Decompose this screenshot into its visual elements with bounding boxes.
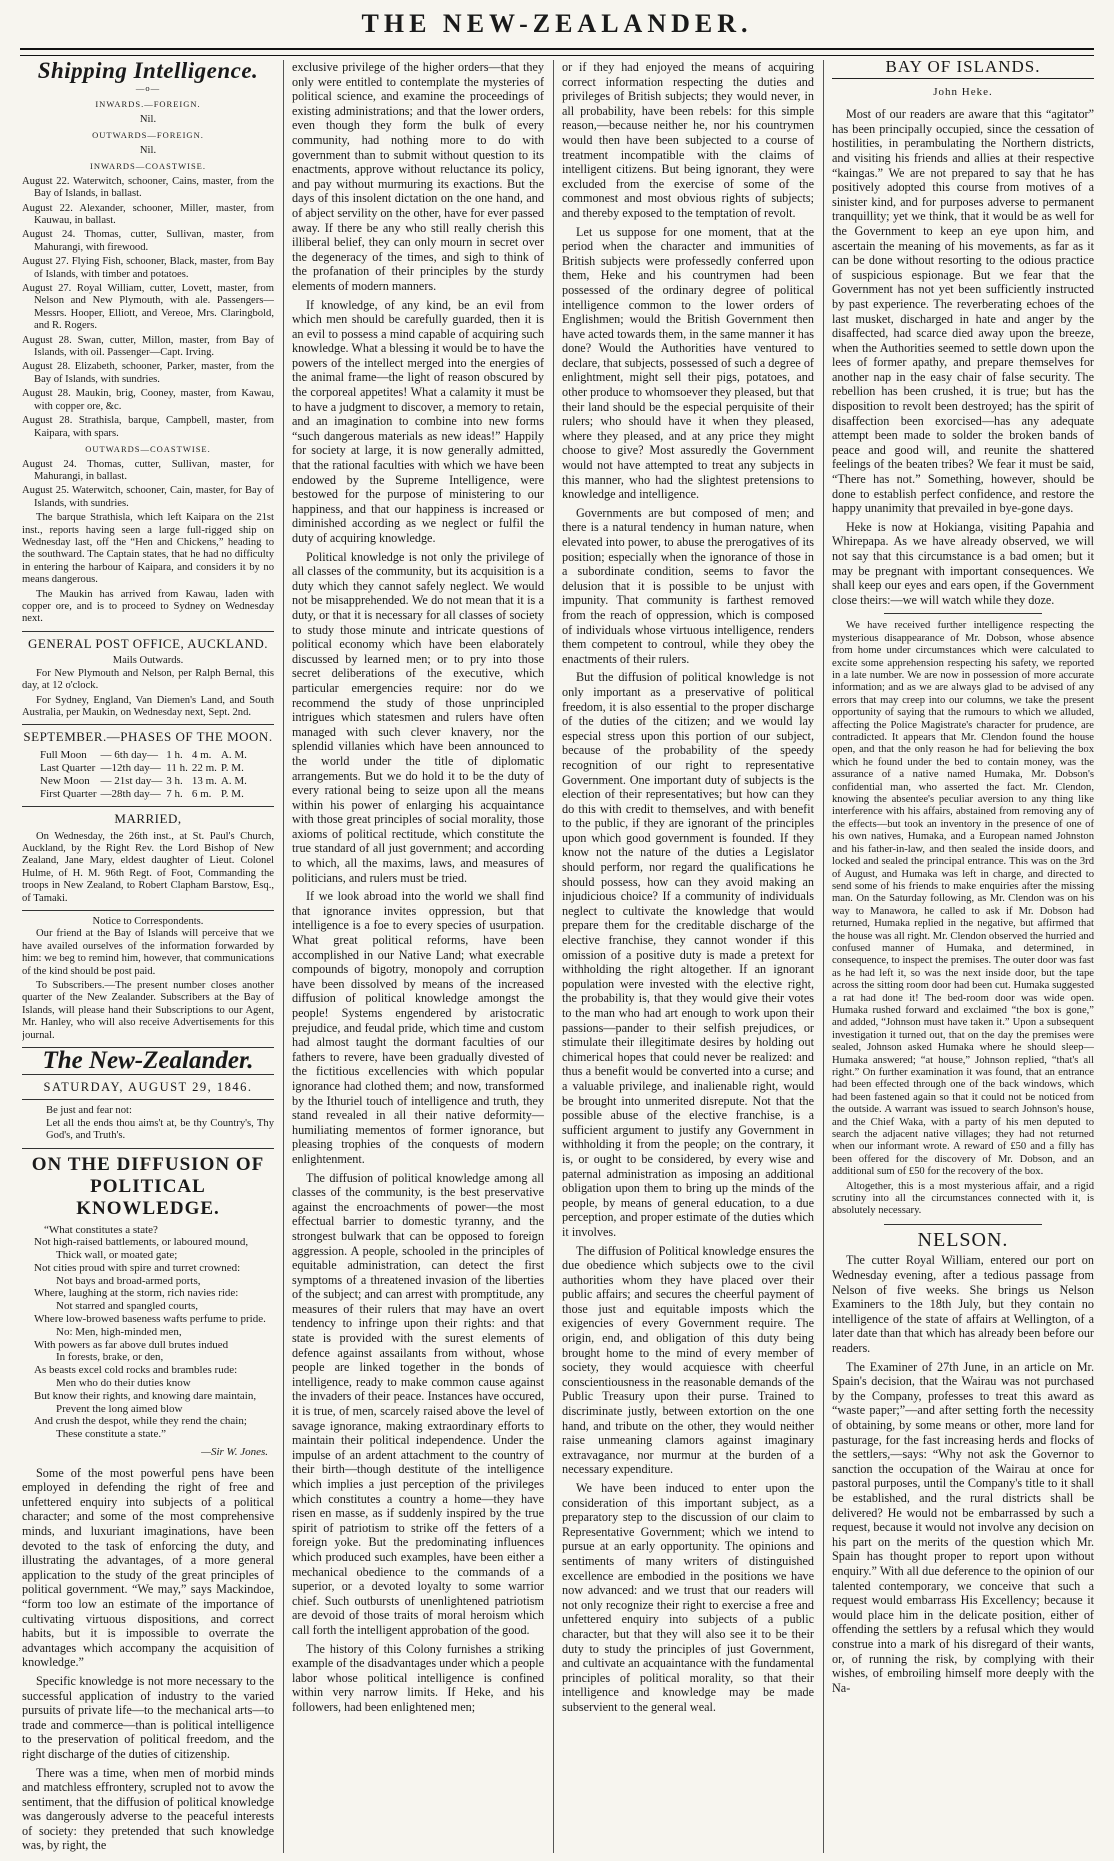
moon-phase-row: Last Quarter —12th day— 11 h. 22 m. P. M. [40,762,244,774]
moon-phase-row: New Moon — 21st day— 3 h. 13 m. A. M. [40,775,247,787]
column-divider [553,60,554,1853]
shipping-entry: August 24. Thomas, cutter, Sullivan, master, from Mahurangi, with firewood. [22,229,274,253]
article-paragraph: Let us suppose for one moment, that at the period when the character and immunities of British subjects were professedly conferred upon them, Heke and his countrymen had been possessed of the ordinary degree of political intelligence common to the lower orders of Englishmen; would the British Government then have acted towards them, in the same manner it has done? Would the Authorities have ventured to declare, that subjects, possessed of such a degree of enlightment, might sell their pigs, potatoes, and other produce to whomsoever they pleased, but that their land should be the especial perquisite of their rulers; who should have it when they pleased, where they pleased, and at any price they might choose to give? Most assuredly the Government would not have attempted to treat any subjects in this manner, who had the slightest pretensions to knowledge and intelligence. [562,224,814,502]
moon-phase-row: Full Moon — 6th day— 1 h. 4 m. A. M. [40,749,247,761]
article-paragraph: If we look abroad into the world we shall find that ignorance invites oppression, but that intelligence is a foe to every species of usurpation. What great political reforms, have been accomplished in our Native Land; what execrable compounds of bigotry, monopoly and corruption have been dissolved by means of the increased diffusion of political knowledge amongst the people! Systems engendered by aristocratic prejudice, and feudal pride, which time and custom had almost taught the dormant faculties of our fathers to revere, have been gradually divested of the fictitious excellencies with which popular ignorance had clothed them; and now, transformed by the Ithuriel touch of intelligence and truth, they stand revealed in all their native deformity—humiliating mementos of former ignorance, but pleasing trophies of the conquests of modern enlightenment. [292,889,544,1166]
subscriber-notice: To Subscribers.—The present number closes another quarter of the New Zealander. Subscribers at the Bay of Islands, will please hand their Subscriptions to our Agent, Mr. Hanley, who will also receive Advertisements for this journal. [22,980,274,1041]
masthead-title: THE NEW-ZEALANDER. [361,9,753,38]
inwards-coastwise-heading: INWARDS—COASTWISE. [90,161,206,172]
shipping-entry: August 28. Maukin, brig, Cooney, master, from Kawau, with copper ore, &c. [22,388,274,412]
shipping-entry: August 27. Flying Fish, schooner, Black, master, from Bay of Islands, with timber and potatoes. [22,256,274,280]
column-1 [22,60,274,1853]
column-4 [832,60,1094,1853]
column-divider [283,60,284,1853]
bay-of-islands-title: BAY OF ISLANDS. [832,60,1094,79]
shipping-title: Shipping Intelligence. [37,60,259,83]
shipping-entry: August 24. Thomas, cutter, Sullivan, master, for Mahurangi, in ballast. [22,458,274,482]
article-paragraph: The cutter Royal William, entered our port on Wednesday evening, after a tedious passage from Nelson of five weeks. She brings us Nelson Examiners to the 18th July, but they contain no intelligence of the state of affairs at Wellington, of a later date than that which has already been before our readers. [832,1253,1094,1356]
outwards-coastwise-list [22,459,274,626]
divider [22,910,274,911]
shipping-note: The Maukin has arrived from Kawau, laden with copper ore, and is to proceed to Sydney on Wednesday next. [22,588,274,625]
article-paragraph: Most of our readers are aware that this “agitator” has been principally occupied, since the cessation of hostilities, in perambulating the Northern districts, and visiting his friends and allies at their respective “kaingas.” We are not prepared to say that he has positively adopted this course from motives of a sinister kind, and for purposes adverse to permanent tranquillity; yet we think, that it would be as well for the Government to keep an eye upon him, and ascertain the meaning of his movements, as far as it can be done without resorting to the odious practice of suspicious espionage. But we fear that the Government has not yet been sufficiently instructed by past experience. The reverberating echoes of the last musket, discharged in hate and anger by the disaffected, had scarce died away upon the breeze, when the Authorities seemed to settle down upon the lees of former apathy, and prepare themselves for another nap in the easy chair of false security. The rebellion has been crushed, it is true; but has the disposition to revolt been destroyed; has the spirit of disaffection been exorcised—has any adequate attempt been made to solder the broken bands of peace and good will, and reunite the shattered feelings of the beaten tribes? We fear it must be said, “There has not.” Something, however, should be done to establish perfect confidence, and restore the happy unanimity that prevailed in bye-gone days. [832,107,1094,516]
column-divider [823,60,824,1853]
paper-title: The New-Zealander. [42,1047,254,1075]
article-paragraph: Specific knowledge is not more necessary to the successful application of industry to the varied pursuits of private life—to the mechanical arts—to trade and commerce—than is political intelligence to the preservation of political freedom, and the right discharge of the duties of citizenship. [22,1673,274,1761]
notice-title: Notice to Correspondents. [92,916,204,928]
column-2 [292,60,544,1853]
outwards-foreign-heading: OUTWARDS—FOREIGN. [92,130,204,141]
divider [22,806,274,807]
shipping-entry: August 25. Waterwitch, schooner, Cain, master, for Bay of Islands, with sundries. [22,485,274,509]
article-paragraph: We have been induced to enter upon the consideration of this important subject, as a preparatory step to the discussion of our claim to Representative Government; which we intend to pursue at an early opportunity. The opinions and sentiments of many writers of distinguished excellence are embodied in the positions we have now advanced: and we trust that our readers will not only recognize their right to exercise a free and unfettered enquiry into subjects of a public character, but that they will also see it to be their duty to study the principles of just Government, and cultivate an acquaintance with the fundamental principles of political morality, so that their intelligence and knowledge may be made subservient to the general weal. [562,1481,814,1714]
article-paragraph: Some of the most powerful pens have been employed in defending the right of free and unfettered enquiry into subjects of a political character; and some of the most comprehensive minds, and luxuriant imaginations, have been devoted to the task of enforcing the duty, and illustrating the advantages, of a more general application to the study of the great principles of political government. “We may,” says Mackindoe, “form too low an estimate of the importance of cultivating virtuous dispositions, and correct habits, but it is impossible to overrate the advantages which accompany the acquisition of knowledge.” [22,1465,274,1670]
dobson-report: We have received further intelligence respecting the mysterious disappearance of Mr. Dobson, whose absence from home under circumstances which were calculated to excite some apprehension respecting his safety, we reported in a late number. We are now in possession of more accurate information; and as we are always glad to be advised of any errors that may creep into our columns, we take the present opportunity of saying that the rumours to which we alluded, affecting the Police Magistrate's character for prudence, are contradicted. It appears that Mr. Clendon found the house open, and that the only reason he had for believing the box which he found under the bed to contain money, was the assurance of a native named Humaka, Mr. Dobson's confidential man, who asserted the fact. Mr. Clendon, knowing the absentee's peculiar aversion to any thing like interference with his affairs, abstained from removing any of the effects—but took an inventory in the presence of one of his own natives, Humaka, and a European named Johnston and his father-in-law, and then sealed the inside doors, and locked and sealed the principal entrance. This was on the 3rd of August, and Humaka was left in charge, and directed to send some of his friends to make enquiries after the missing man. On the Saturday following, as Mr. Clendon was on his way to Manawora, he called to ask if Mr. Dobson had returned, Humaka replied in the negative, but affirmed that the house was all right. Mr. Clendon observed the hurried and confused manner of Humaka, and determined, in consequence, to inspect the premises. The outer door was fast as he had left it, so was the next inside door, but the tape across the sitting room door had been cut. Humaka suggested a rat had done it! The bed-room door was wide open. Humaka rushed forward and exclaimed “the box is gone,” and added, “Johnson must have taken it.” Upon a subsequent investigation it turned out, that on the day the premises were sealed, Johnson asked Humaka where he should sleep—Humaka answered; “at house,” Johnson replied, “that's all right.” On further examination it was found, that an entrance had been effected through one of the back windows, which had been fastened again so that it could not be noticed from the outside. A warrant was issued to search Johnson's house, and the Chief Waka, with a party of his men deputed to search the adjacent native villages; they had not returned when our informant wrote. A reward of £50 and a filly has been offered for the discovery of Mr. Dobson, and an additional sum of £50 for the recovery of the box. [832,620,1094,1178]
article-subtitle: John Heke. [933,85,993,98]
shipping-entry: August 28. Strathisla, barque, Campbell, master, from Kaipara, with spars. [22,415,274,439]
divider [22,631,274,632]
married-title: MARRIED, [114,811,182,826]
inwards-foreign-heading: INWARDS.—FOREIGN. [95,99,201,110]
moon-phases-table [40,749,251,801]
post-office-title: GENERAL POST OFFICE, AUCKLAND. [28,635,268,651]
divider [22,724,274,725]
moon-phases-title: SEPTEMBER.—PHASES OF THE MOON. [23,729,273,745]
article-paragraph: But the diffusion of political knowledge is not only important as a preservative of political freedom, it is also essential to the proper discharge of the duties of the citizen; and we would lay especial stress upon this portion of our subject, because of the probability of the speedy recognition of our right to representative Government. One important duty of subjects is the election of their representatives; but how can they do this with credit to themselves, and with benefit to the public, if they are ignorant of the principles upon which good government is founded. If they know not the nature of the duties a Legislator should perform, nor regard the qualifications he should possess, how can they avoid making an injudicious choice? If a community of individuals neglect to cultivate the knowledge that would prepare them for the creditable discharge of the elective franchise, they cannot wonder if this omission of a positive duty is made a pretext for withholding the right altogether. If an ignorant population were invested with the elective right, the probability is, that they would give their votes to the man who had art enough to work upon their passions—pander to their selfish prejudices, or stimulate their illegitimate desires by holding out chimerical hopes that could never be realized: and thus a benefit would be converted into a curse; and a valuable privilege, and inalienable right, would be brought into unmerited disrepute. Not that the possible abuse of the elective franchise, is a sufficient argument to justify any Government in withholding it from the people; on the contrary, it is, or ought to be considered, by every wise and paternal administration as imposing an additional obligation upon them to bring up the minds of the people, by means of general education, to a due perception, and proper estimate of the duties which it involves. [562,670,814,1239]
nelson-title: NELSON. [917,1228,1009,1251]
article-paragraph: exclusive privilege of the higher orders—that they only were entitled to contemplate the mysteries of political science, and examine the proceedings of existing administrations; and that the lower orders, even though they form the bulk of every community, had nothing more to do with government than to submit without question to its enactments, approve without reluctance its policy, and pay without murmuring its exactions. But the days of this insolent dictation on the one hand, and of abject servility on the other, have for ever passed away. If there be any who still really cherish this illiberal belief, they can only mourn in secret over the degeneracy of the times, and sigh to think of the profanation of their principles by the sturdy elements of modern manners. [292,60,544,293]
masthead [20,4,1094,50]
article-paragraph: The diffusion of Political knowledge ensures the due obedience which subjects owe to the civil authorities whom they have placed over their public affairs; and secures the cheerful payment of those just and equitable imposts which the exigencies of every Government require. The origin, end, and obligation of this duty being brought home to the mind of every member of society, they would acquiesce with cheerful conscientiousness in the reasonable demands of the Public Treasury upon their purse. Trained to discriminate justly, between extortion on the one hand, and tribute on the other, they would neither raise unmeaning clamors against imaginary extravagance, nor murmur at the burden of a necessary expenditure. [562,1243,814,1477]
divider [22,1099,274,1100]
article-paragraph: Governments are but composed of men; and there is a natural tendency in human nature, when elevated into power, to abuse the prerogatives of its position; especially when the ignorance of those in a subordinate condition, seems to favor the delusion that it is possible to be unjust with impunity. That community is farthest removed from the reach of oppression, which is composed of individuals whose virtuous intelligence, renders them competent to controul, while they obey the enactments of their rulers. [562,505,814,666]
poem-attribution: —Sir W. Jones. [201,1446,268,1459]
divider [884,613,1041,614]
column-3 [562,60,814,1853]
article-paragraph: The diffusion of political knowledge among all classes of the community, is the best preservative against the encroachments of power—the most effectual barrier to domestic tyranny, and the strongest bulwark that can be opposed to foreign aggression. A people, schooled in the principles of equitable administration, can detect the first symptoms of a threatened invasion of the liberties of the subject; and can arrest with promptitude, any measures of their rulers that may have an overt tendency to infringe upon their rights: and that state is provided with the surest elements of defence against assailants from without, whose people are linked together in the bonds of intelligence, ready to make common cause against the invaders of their peace. Instances have occured, it is true, of men, scarcely raised above the level of savage ignorance, making extraordinary efforts to maintain their political independence. Under the impulse of an ardent attachment to the country of their birth—though destitute of the intelligence which implies a just perception of the privileges which constitutes a country a home—they have risen en masse, as if suddenly inspired by the true spirit of patriotism to strike off the fetters of a foreign yoke. But the predominating influences which produced such examples, have been either a mechanical obedience to the commands of a superior, or a devoted loyalty to some warrior chief. Such outbursts of unenlightened patriotism are devoid of those traits of moral heroism which call forth the intelligent approbation of the good. [292,1170,544,1637]
article-paragraph: Heke is now at Hokianga, visiting Papahia and Whirepapa. As we have already observed, we will not say that this circumstance is a bad omen; but it may be pregnant with important consequences. We shall keep our eyes and ears open, if the Government close theirs:—we will watch while they doze. [832,519,1094,607]
motto-line: Let all the ends thou aims't at, be thy Country's, Thy God's, and Truth's. [46,1117,274,1142]
married-notice: On Wednesday, the 26th inst., at St. Paul's Church, Auckland, by the Right Rev. the Lord Bishop of New Zealand, Jane Mary, eldest daughter of Lieut. Colonel Hulme, of H. M. 96th Regt. of Foot, Commanding the troops in New Zealand, to Robert Clapham Barstow, Esq., of Tamaki. [22,830,274,904]
shipping-note: The barque Strathisla, which left Kaipara on the 21st inst., reports having seen a large full-rigged ship on Wednesday last, off the “Hen and Chickens,” heading to the southward. The Captain states, that he had no difficulty in entering the harbour of Kaipara, and considers it by no means dangerous. [22,512,274,586]
moon-phase-row: First Quarter —28th day— 7 h. 6 m. P. M. [40,788,244,800]
epigraph-poem: “What constitutes a state? Not high-raised battlements, or laboured mound, Thick wall, or moated gate; Not cities proud with spire and turret crowned: Not bays and broad-armed ports, Where, laughing at the storm, rich navies ride: Not starred and spangled courts, Where low-browed baseness wafts perfume to pride. No: Men, high-minded men, With powers as far above dull brutes indued In forests, brake, or den, As beasts excel cold rocks and brambles rude: Men who do their duties know But know their rights, and knowing dare maintain, Prevent the long aimed blow And crush the despot, while they rend the chain; These constitute a state.” [34,1223,266,1441]
article-paragraph: or if they had enjoyed the means of acquiring correct information respecting the duties and privileges of British subjects; they would never, in all probability, have been rebels: for this simple reason,—because neither he, nor his countrymen would then have been subjected to a course of treatment incompatible with the claims of intelligent citizens. But being ignorant, they were excluded from the exercise of some of the commonest and most obvious rights of subjects; and thereby exposed to the temptation of revolt. [562,60,814,220]
mail-notice: For New Plymouth and Nelson, per Ralph Bernal, this day, at 12 o'clock. [22,667,274,692]
article-paragraph: Political knowledge is not only the privilege of all classes of the community, but its acquisition is a duty which they cannot safely neglect. We would not be misapprehended. We do not mean that it is a duty, or that it is necessary for all classes of society to study those minute and intricate questions of political economy which have been elaborately discussed by learned men; or to pry into those secret deliberations of the executive, which particular emergencies require: nor do we recommend the study of those unprincipled intrigues which statesmen and rulers have often managed with such clever knavery, nor the splendid villanies which have been announced to the world under the title of diplomatic arrangements. But we do hold it to be the duty of every rational being to seize upon all the means within his power of enlarging his acquaintance with those great principles of social morality, those axioms of political rectitude, which constitute the true standard of all just government; and according to which, all the maxims, laws, and measures of politicians, and rulers must be tried. [292,549,544,885]
divider [22,1148,274,1149]
article-paragraph: The history of this Colony furnishes a striking example of the disadvantages under which a people labor whose political intelligence is confined within very narrow limits. If Heke, and his followers, had been enlightened men; [292,1641,544,1714]
inwards-foreign-value: Nil. [139,113,157,125]
shipping-entry: August 22. Alexander, schooner, Miller, master, from Kauwau, in ballast. [22,202,274,226]
outwards-coastwise-heading: OUTWARDS—COASTWISE. [85,443,211,454]
dobson-report: Altogether, this is a most mysterious affair, and a rigid scrutiny into all the circumstances connected with it, is absolutely necessary. [832,1180,1094,1217]
article-paragraph: If knowledge, of any kind, be an evil from which men should be carefully guarded, then it is an evil to possess a mind capable of acquiring such knowledge. What a blessing it would be to have the powers of the intellect merged into the energies of the animal frame—the light of reason obscured by the corporeal appetites! What a calamity it must be to have a judgment to discover, a memory to retain, and an imagination to combine into new forms “such dangerous materials as new ideas!” Happily for society at large, it is now generally admitted, that the rational faculties with which we have been endowed by the Supreme Intelligence, were bestowed for the purpose of ministering to our happiness, and that our happiness is increased or diminished according as we neglect or fulfil the duty of acquiring knowledge. [292,297,544,545]
shipping-entry: August 27. Royal William, cutter, Lovett, master, from Nelson and New Plymouth, with ale. Passengers—Messrs. Hooper, Elliott, and Vereoe, Mrs. Claringbold, and R. Rogers. [22,283,274,332]
shipping-entry: August 28. Swan, cutter, Millon, master, from Bay of Islands, with oil. Passenger—Capt. Irving. [22,334,274,359]
masthead-rule [20,48,1094,56]
motto-line: Be just and fear not: [46,1105,132,1117]
issue-date: SATURDAY, AUGUST 29, 1846. [43,1079,253,1094]
mail-notice: For Sydney, England, Van Diemen's Land, and South Australia, per Maukin, on Wednesday next, Sept. 2nd. [22,694,274,718]
correspondent-notice: Our friend at the Bay of Islands will perceive that we have availed ourselves of the information forwarded by him: we beg to remind him, however, that communications of the kind should be post paid. [22,928,274,977]
mails-title: Mails Outwards. [112,655,184,667]
divider [884,1224,1041,1225]
shipping-entry: August 28. Elizabeth, schooner, Parker, master, from the Bay of Islands, with sundries. [22,361,274,385]
article-paragraph: The Examiner of 27th June, in an article on Mr. Spain's decision, that the Wairau was not purchased by the Company, professes to treat this award as “waste paper;”—and after setting forth the necessity of obtaining, by some means or other, more land for pasturage, for the fast increasing herds and flocks of the settlers,—says: “Why not ask the Governor to sanction the occupation of the Wairau at once for pastoral purposes, until the Company's title to it shall be established, and the rural districts shall be delivered? He would not be embarrassed by such a request, because it would not involve any decision on his part on the merits of the question which Mr. Spain has thought proper to report upon without enquiry.” With all due deference to the opinion of our talented contemporary, we conceive that such a request would embarrass His Excellency; because it would place him in the delicate position, either of offending the settlers by a refusal which they would construe into a mark of his disregard of their wants, or, of running the risk, by complying with their wishes, of embroiling himself more deeply with the Na- [832,1359,1094,1695]
shipping-entry: August 22. Waterwitch, schooner, Cains, master, from the Bay of Islands, in ballast. [22,175,274,200]
outwards-foreign-value: Nil. [139,144,157,156]
article-paragraph: There was a time, when men of morbid minds and matchless effrontery, scrupled not to avow the sentiment, that the diffusion of political knowledge was dangerously adverse to the peaceful interests of society: they pretended that such knowledge was, by right, the [22,1765,274,1853]
article-title: ON THE DIFFUSION OF POLITICAL KNOWLEDGE. [31,1153,265,1219]
inwards-coastwise-list [22,176,274,440]
section-divider: —o— [135,82,161,93]
